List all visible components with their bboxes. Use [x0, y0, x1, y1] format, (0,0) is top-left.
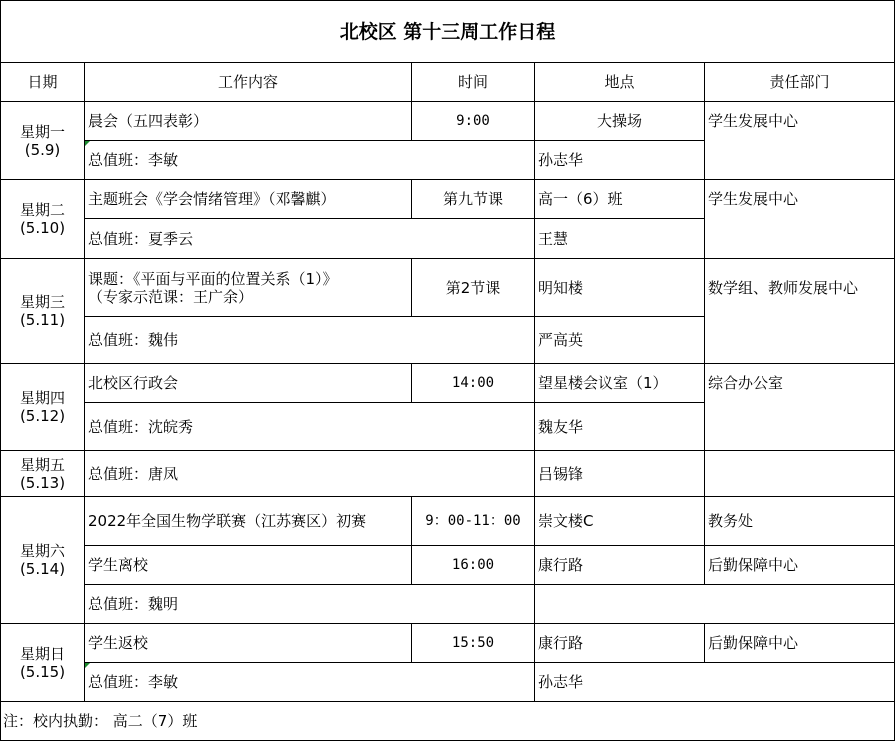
day-date: (5.13) — [19, 473, 66, 492]
day-date: (5.9) — [24, 140, 61, 159]
event-content-line: （专家示范课：王广余） — [88, 287, 254, 306]
day-name: 星期五 — [19, 455, 65, 474]
event-content: 主题班会《学会情绪管理》（邓馨麒） — [88, 190, 336, 208]
cell-comment-marker — [85, 663, 90, 668]
day-date: (5.12) — [19, 407, 66, 425]
event-time: 16:00 — [451, 557, 495, 573]
day-cell-wednesday — [1, 259, 84, 363]
event-time: 第2节课 — [445, 278, 501, 297]
event-time: 第九节课 — [442, 190, 503, 208]
event-dept: 教务处 — [708, 512, 754, 530]
day-name: 星期二 — [19, 201, 65, 219]
event-place: 康行路 — [538, 634, 584, 652]
day-cell-tuesday — [1, 180, 84, 258]
header-time: 时间 — [457, 73, 488, 91]
header-content: 工作内容 — [217, 73, 278, 91]
event-dept: 综合办公室 — [708, 374, 784, 392]
day-date: (5.14) — [19, 560, 66, 578]
day-name: 星期六 — [19, 542, 65, 560]
event-dept: 后勤保障中心 — [708, 634, 799, 652]
event-place: 望星楼会议室（1） — [538, 374, 668, 392]
day-name: 星期四 — [19, 389, 65, 407]
event-content: 2022年全国生物学联赛（江苏赛区）初赛 — [88, 512, 367, 530]
event-content: 晨会（五四表彰） — [88, 112, 209, 130]
duty-person: 吕锡锋 — [538, 464, 584, 483]
day-cell-sunday — [1, 624, 84, 701]
event-dept: 学生发展中心 — [708, 112, 799, 130]
duty-label: 总值班：唐凤 — [88, 464, 179, 483]
event-content: 学生离校 — [88, 556, 149, 574]
event-place: 高一（6）班 — [538, 190, 623, 208]
event-content: 北校区行政会 — [88, 374, 179, 392]
duty-label: 总值班：沈皖秀 — [88, 417, 194, 436]
event-content — [85, 259, 411, 316]
day-cell-thursday — [1, 364, 84, 450]
event-time: 9：00-11：00 — [425, 513, 521, 529]
duty-label: 总值班：夏季云 — [88, 229, 194, 248]
footer-note: 注：校内执勤： 高二（7）班 — [3, 712, 198, 730]
event-dept: 学生发展中心 — [708, 190, 799, 208]
day-cell-saturday — [1, 497, 84, 623]
day-cell-monday — [1, 102, 84, 179]
duty-person: 严高英 — [538, 331, 584, 349]
day-cell-friday — [1, 451, 84, 496]
day-date: (5.10) — [19, 219, 66, 237]
duty-label: 总值班：李敏 — [88, 673, 179, 691]
event-place: 康行路 — [538, 556, 584, 574]
event-time: 15:50 — [451, 635, 495, 651]
event-dept: 后勤保障中心 — [708, 556, 799, 574]
day-name: 星期三 — [19, 293, 65, 311]
header-place: 地点 — [604, 73, 635, 91]
event-place: 明知楼 — [538, 278, 584, 297]
day-date: (5.11) — [19, 311, 66, 329]
event-content: 学生返校 — [88, 634, 149, 652]
page-title: 北校区 第十三周工作日程 — [339, 20, 556, 43]
header-date: 日期 — [27, 73, 58, 91]
duty-person: 王慧 — [538, 229, 569, 248]
event-place: 大操场 — [596, 112, 642, 130]
event-place: 崇文楼C — [538, 512, 594, 530]
event-time: 14:00 — [451, 375, 495, 391]
duty-person: 魏友华 — [538, 417, 584, 436]
header-dept: 责任部门 — [769, 73, 830, 91]
day-name: 星期一 — [19, 122, 65, 141]
day-date: (5.15) — [19, 662, 66, 681]
event-time: 9:00 — [456, 113, 490, 129]
duty-person: 孙志华 — [538, 673, 584, 691]
duty-label: 总值班：魏伟 — [88, 331, 179, 349]
duty-label: 总值班：魏明 — [88, 595, 179, 613]
cell-comment-marker — [85, 141, 90, 146]
event-dept: 数学组、教师发展中心 — [708, 278, 859, 297]
duty-label: 总值班：李敏 — [88, 151, 179, 169]
duty-person: 孙志华 — [538, 151, 584, 169]
day-name: 星期日 — [19, 644, 65, 663]
event-content-line: 课题：《平面与平面的位置关系（1）》 — [88, 269, 338, 288]
